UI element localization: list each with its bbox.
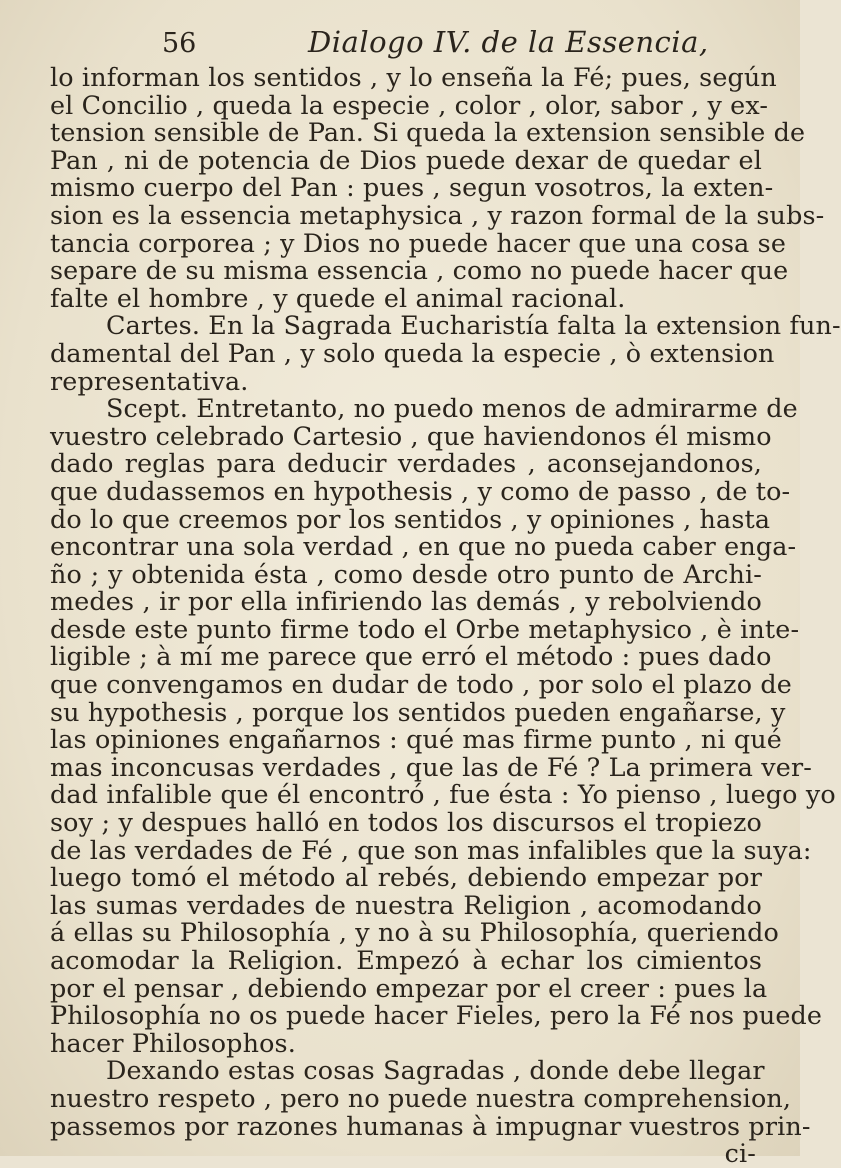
text-line: Scept. Entretanto, no puedo menos de admirarme de [106,393,798,424]
text-line: á ellas su Philosophía , y no à su Philosophía, queriendo [50,917,779,948]
text-line: separe de su misma essencia , como no puede hacer que [50,255,789,286]
text-line: nuestro respeto , pero no puede nuestra comprehension, [50,1082,792,1113]
text-line: encontrar una sola verdad , en que no pueda caber enga- [50,531,797,562]
text-line: Cartes. En la Sagrada Eucharistía falta la extension fun- [106,310,841,341]
text-line: Philosophía no os puede hacer Fieles, pero la Fé nos puede [50,1000,823,1031]
text-line: soy ; y despues halló en todos los discursos el tropiezo [50,807,762,838]
text-line: vuestro celebrado Cartesio , que haviendonos él mismo [50,420,772,451]
text-line: ño ; y obtenida ésta , como desde otro punto de Archi- [50,558,762,589]
text-line: desde este punto firme todo el Orbe metaphysico , è inte- [50,613,800,644]
text-line: damental del Pan , y solo queda la especie , ò extension [50,337,775,368]
text-line: hacer Philosophos. [50,1027,296,1058]
text-line: Pan , ni de potencia de Dios puede dexar de quedar el [50,144,762,175]
text-line: tancia corporea ; y Dios no puede hacer que una cosa se [50,227,787,258]
text-line: dad infalible que él encontró , fue ésta : Yo pienso , luego yo [50,779,836,810]
text-line: dado reglas para deducir verdades , aconsejandonos, [50,448,762,479]
text-line: medes , ir por ella infiriendo las demás , y rebolviendo [50,586,762,617]
running-title: Dialogo IV. de la Essencia, [308,25,709,59]
text-line: falte el hombre , y quede el animal racional. [50,282,626,313]
text-line: representativa. [50,365,249,396]
catchword: ci- [724,1138,756,1168]
text-line: ligible ; à mí me parece que erró el método : pues dado [50,641,772,672]
text-line: que convengamos en dudar de todo , por solo el plazo de [50,669,792,700]
text-line: su hypothesis , porque los sentidos pueden engañarse, y [50,696,786,727]
text-line: mismo cuerpo del Pan : pues , segun vosotros, la exten- [50,172,774,203]
page-number: 56 [162,28,197,59]
text-line: por el pensar , debiendo empezar por el creer : pues la [50,972,768,1003]
text-line: luego tomó el método al rebés, debiendo empezar por [50,862,762,893]
text-line: tension sensible de Pan. Si queda la extension sensible de [50,117,806,148]
text-line: el Concilio , queda la especie , color , olor, sabor , y ex- [50,89,769,120]
text-line: de las verdades de Fé , que son mas infalibles que la suya: [50,834,812,865]
text-line: mas inconcusas verdades , que las de Fé ? La primera ver- [50,751,812,782]
text-line: que dudassemos en hypothesis , y como de passo , de to- [50,475,791,506]
running-head [50,20,762,64]
text-line: do lo que creemos por los sentidos , y opiniones , hasta [50,503,771,534]
text-line: las sumas verdades de nuestra Religion , acomodando [50,889,762,920]
text-line: passemos por razones humanas à impugnar vuestros prin- [50,1110,811,1141]
text-line: Dexando estas cosas Sagradas , donde debe llegar [106,1055,765,1086]
text-line: sion es la essencia metaphysica , y razon formal de la subs- [50,199,825,230]
text-line: acomodar la Religion. Empezó à echar los cimientos [50,945,762,975]
body-text [50,62,841,1168]
text-line: lo informan los sentidos , y lo enseña la Fé; pues, según [50,62,777,92]
text-line: las opiniones engañarnos : qué mas firme punto , ni qué [50,724,782,755]
